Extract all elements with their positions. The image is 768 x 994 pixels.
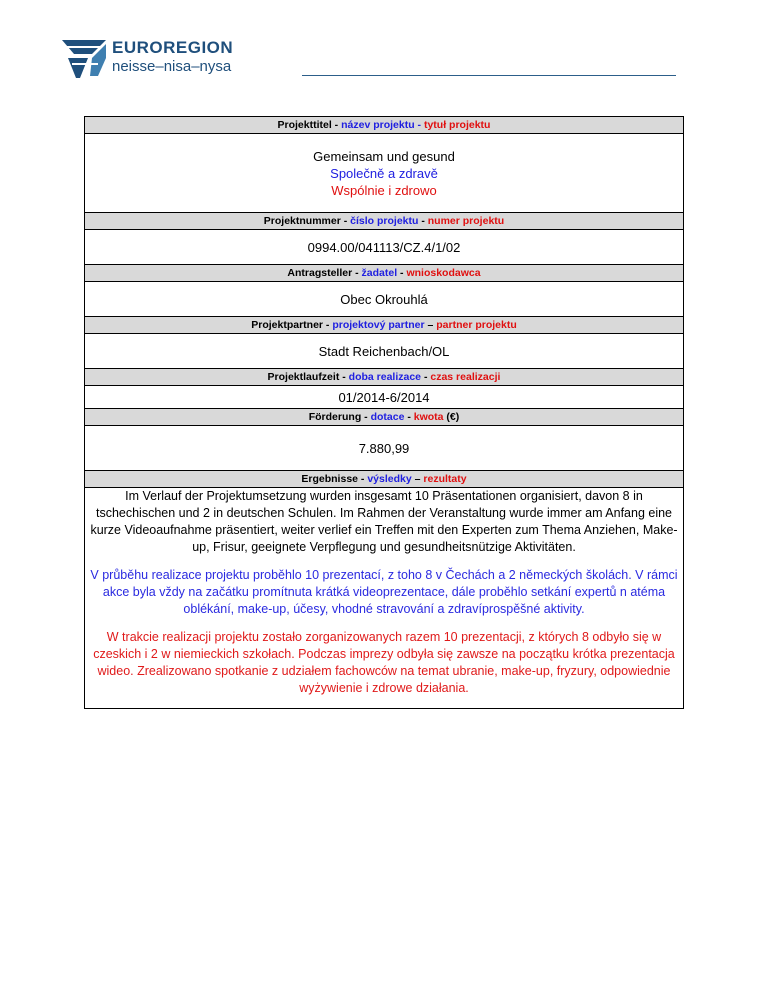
number-label-de: Projektnummer -: [263, 214, 351, 227]
applicant-label-cz: žadatel: [361, 266, 398, 279]
project-number: 0994.00/041113/CZ.4/1/02: [85, 230, 684, 265]
logo-subtitle: neisse–nisa–nysa: [112, 58, 232, 75]
results-label-sep: –: [411, 472, 424, 485]
funding-header: [85, 409, 684, 426]
results-label-pl: rezultaty: [423, 472, 467, 485]
header-divider: [302, 75, 676, 76]
applicant-value: Obec Okrouhlá: [85, 282, 684, 317]
applicant-label-sep: -: [397, 266, 407, 279]
title-value-de: Gemeinsam und gesund: [313, 148, 455, 164]
duration-label-de: Projektlaufzeit -: [267, 370, 349, 383]
duration-label-pl: czas realizacji: [430, 370, 501, 383]
results-text-cz: V průběhu realizace projektu proběhlo 10 prezentací, z toho 8 v Čechách a 2 německých školách. V rámci akce byla vždy na začátku promítnuta krátká videoprezentace, dále proběhlo setkání expertů n atéma oblékání, make-up, účesy, vhodné stravování a zdravíprospěšné aktivity.: [90, 568, 678, 616]
results-header: [85, 471, 684, 488]
results-text-de: Im Verlauf der Projektumsetzung wurden insgesamt 10 Präsentationen organisiert, davon 8 in tschechischen und 2 in deutschen Schulen. Im Rahmen der Veranstaltung wurde immer am Anfang eine kurze Videoaufnahme präsentiert, weiter verlief ein Treffen mit den Experten zum Thema Anziehen, Make-up, Frisur, geeignete Verpflegung und gesundheitsnützige Aktivitäten.: [90, 489, 678, 554]
number-label-sep: -: [418, 214, 428, 227]
title-label-pl: tytuł projektu: [423, 118, 491, 131]
euroregion-logo: [62, 38, 262, 80]
duration-label-sep: -: [421, 370, 431, 383]
partner-label-sep: –: [424, 318, 437, 331]
funding-label-sep: -: [404, 410, 414, 423]
funding-label-de: Förderung -: [308, 410, 371, 423]
euroregion-logo-icon: [62, 38, 108, 80]
funding-label-pl: kwota: [413, 410, 444, 423]
funding-label-unit: (€): [443, 410, 460, 423]
title-label-cz: název projektu -: [341, 118, 424, 131]
results-text-pl: W trakcie realizacji projektu zostało zorganizowanych razem 10 prezentacji, z których 8 odbyło się w czeskich i 2 w niemieckich szkołach. Podczas imprezy odbyła się zawsze na początku krótka prezentacja wideo. Zrealizowano spotkanie z udziałem fachowców na temat ubranie, make-up, fryzury, odpowiednie wyżywienie i zdrowe działania.: [93, 630, 675, 695]
results-label-de: Ergebnisse -: [301, 472, 368, 485]
applicant-label-de: Antragsteller -: [287, 266, 362, 279]
number-label-cz: číslo projektu: [350, 214, 419, 227]
funding-label-cz: dotace: [370, 410, 405, 423]
partner-label-pl: partner projektu: [436, 318, 517, 331]
title-value-pl: Wspólnie i zdrowo: [331, 182, 437, 198]
results-cell: [85, 488, 684, 709]
applicant-label-pl: wnioskodawca: [406, 266, 481, 279]
applicant-header: [85, 265, 684, 282]
logo-title: EUROREGION: [112, 38, 234, 57]
title-label-de: Projekttitel -: [277, 118, 342, 131]
partner-value: Stadt Reichenbach/OL: [85, 334, 684, 369]
title-header: [85, 117, 684, 134]
number-header: [85, 213, 684, 230]
funding-value: 7.880,99: [85, 426, 684, 471]
partner-label-cz: projektový partner: [332, 318, 425, 331]
number-label-pl: numer projektu: [427, 214, 505, 227]
duration-header: [85, 369, 684, 386]
title-value-cell: [85, 134, 684, 213]
duration-value: 01/2014-6/2014: [85, 386, 684, 409]
partner-label-de: Projektpartner -: [251, 318, 333, 331]
project-info-table: [84, 116, 684, 709]
partner-header: [85, 317, 684, 334]
results-label-cz: výsledky: [367, 472, 412, 485]
title-value-cz: Společně a zdravě: [330, 165, 438, 181]
duration-label-cz: doba realizace: [348, 370, 422, 383]
